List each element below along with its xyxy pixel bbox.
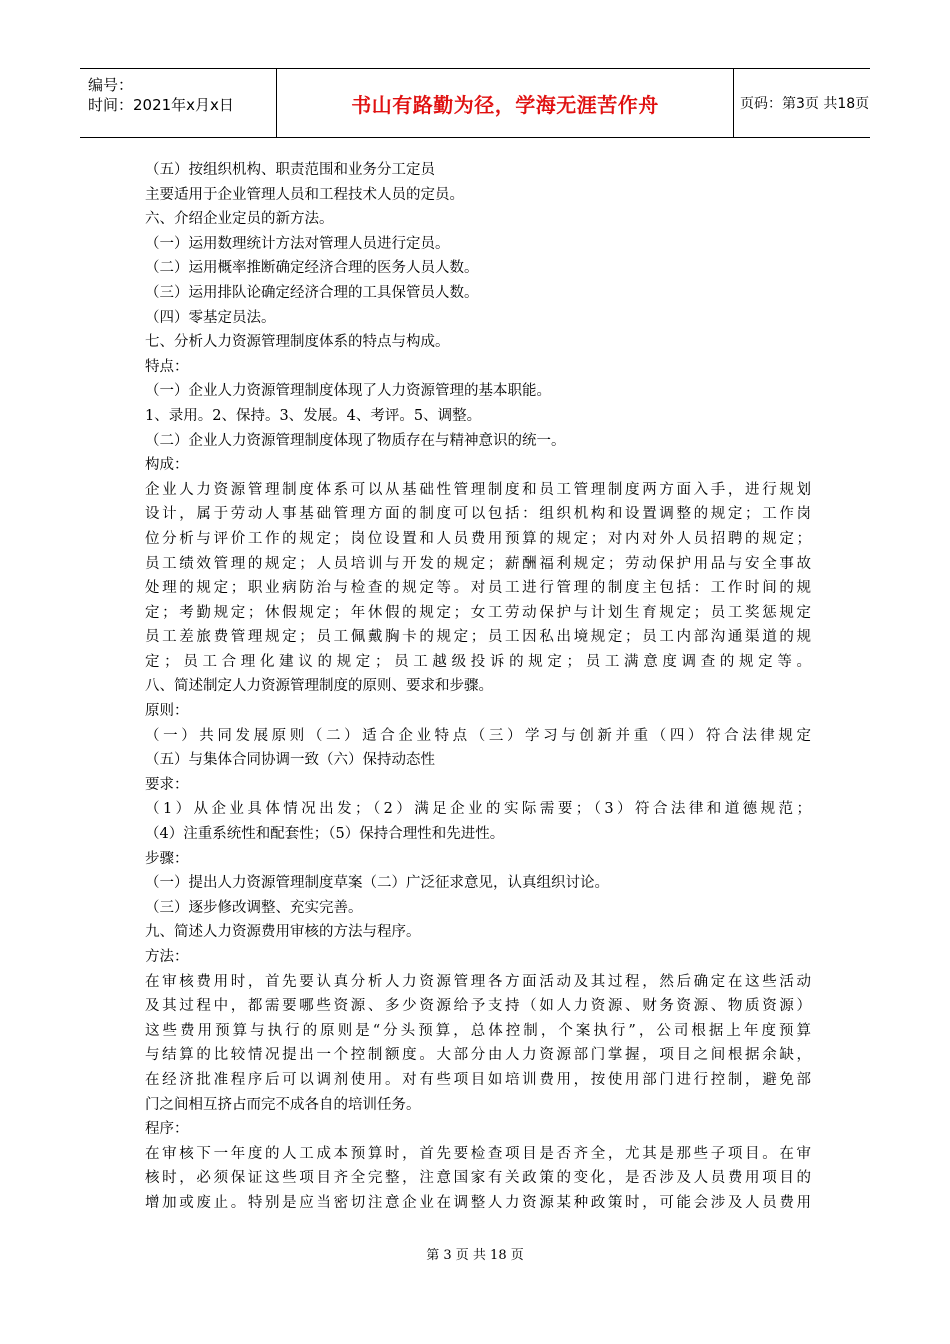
document-date-label: 时间：2021年x月x日 xyxy=(88,96,234,114)
text-line: 构成： xyxy=(145,457,189,474)
text-line: 位分析与评价工作的规定；岗位设置和人员费用预算的规定；对内对外人员招聘的规定； xyxy=(145,530,811,547)
text-line: 员工绩效管理的规定；人员培训与开发的规定；薪酬福利规定；劳动保护用品与安全事故 xyxy=(145,555,811,572)
text-line: 增加或废止。特别是应当密切注意企业在调整人力资源某种政策时，可能会涉及人员费用 xyxy=(145,1194,811,1211)
text-line: 原则： xyxy=(145,703,189,720)
text-line: 设计，属于劳动人事基础管理方面的制度可以包括：组织机构和设置调整的规定；工作岗 xyxy=(145,506,811,523)
text-line: （三）运用排队论确定经济合理的工具保管员人数。 xyxy=(145,284,479,301)
text-line: 主要适用于企业管理人员和工程技术人员的定员。 xyxy=(145,186,464,203)
header-page-info: 页码：第3页 共18页 xyxy=(740,96,870,112)
header-motto: 书山有路勤为径，学海无涯苦作舟 xyxy=(351,92,659,117)
text-line: 方法： xyxy=(145,949,189,965)
text-line: 定；考勤规定；休假规定；年休假的规定；女工劳动保护与计划生育规定；员工奖惩规定 xyxy=(145,604,811,621)
text-line: 特点： xyxy=(145,358,189,375)
text-line: 这些费用预算与执行的原则是“分头预算，总体控制，个案执行”，公司根据上年度预算 xyxy=(145,1022,811,1039)
text-line: 定；员工合理化建议的规定；员工越级投诉的规定；员工满意度调查的规定等。 xyxy=(145,653,811,670)
text-line: 与结算的比较情况提出一个控制额度。大部分由人力资源部门掌握，项目之间根据余缺， xyxy=(145,1047,811,1064)
text-line: （五）与集体合同协调一致（六）保持动态性 xyxy=(145,752,435,769)
text-line: 在经济批准程序后可以调剂使用。对有些项目如培训费用，按使用部门进行控制，避免部 xyxy=(145,1071,811,1088)
text-line: （四）零基定员法。 xyxy=(145,309,276,326)
text-line: 企业人力资源管理制度体系可以从基础性管理制度和员工管理制度两方面入手，进行规划 xyxy=(145,481,811,498)
text-line: （1）从企业具体情况出发；（2）满足企业的实际需要；（3）符合法律和道德规范； xyxy=(145,801,811,818)
text-line: 六、介绍企业定员的新方法。 xyxy=(145,211,334,228)
text-line: （一）共同发展原则（二）适合企业特点（三）学习与创新并重（四）符合法律规定 xyxy=(145,727,811,744)
header-page-cell xyxy=(734,69,876,137)
text-line: 处理的规定；职业病防治与检查的规定等。对员工进行管理的制度主包括：工作时间的规 xyxy=(145,580,811,597)
text-line: （一）运用数理统计方法对管理人员进行定员。 xyxy=(145,235,450,252)
document-number-label: 编号： xyxy=(88,76,134,94)
page-header xyxy=(80,68,870,138)
text-line: 在审核费用时，首先要认真分析人力资源管理各方面活动及其过程，然后确定在这些活动 xyxy=(145,973,811,990)
text-line: 九、简述人力资源费用审核的方法与程序。 xyxy=(145,924,421,941)
document-body xyxy=(145,158,811,1216)
text-line: 步骤： xyxy=(145,850,189,867)
text-line: （二）企业人力资源管理制度体现了物质存在与精神意识的统一。 xyxy=(145,432,566,449)
text-line: 及其过程中，都需要哪些资源、多少资源给予支持（如人力资源、财务资源、物质资源） xyxy=(145,998,811,1015)
text-line: （三）逐步修改调整、充实完善。 xyxy=(145,899,363,916)
page-footer: 第 3 页 共 18 页 xyxy=(426,1248,524,1263)
text-line: 门之间相互挤占而完不成各自的培训任务。 xyxy=(145,1096,421,1113)
text-line: （五）按组织机构、职责范围和业务分工定员 xyxy=(145,162,435,178)
text-line: 要求： xyxy=(145,776,189,793)
text-line: 八、简述制定人力资源管理制度的原则、要求和步骤。 xyxy=(145,678,493,695)
text-line: 程序： xyxy=(145,1121,189,1138)
text-line: 核时，必须保证这些项目齐全完整，注意国家有关政策的变化，是否涉及人员费用项目的 xyxy=(145,1170,811,1187)
text-line: （二）运用概率推断确定经济合理的医务人员人数。 xyxy=(145,260,479,277)
text-line: 七、分析人力资源管理制度体系的特点与构成。 xyxy=(145,334,450,351)
text-line: 1、录用。2、保持。3、发展。4、考评。5、调整。 xyxy=(145,407,482,424)
text-line: （一）企业人力资源管理制度体现了人力资源管理的基本职能。 xyxy=(145,383,551,400)
text-line: 员工差旅费管理规定；员工佩戴胸卡的规定；员工因私出境规定；员工内部沟通渠道的规 xyxy=(145,629,811,646)
header-meta-cell xyxy=(80,69,277,137)
header-motto-cell xyxy=(277,69,734,137)
text-line: 在审核下一年度的人工成本预算时，首先要检查项目是否齐全，尤其是那些子项目。在审 xyxy=(145,1145,811,1162)
text-line: （一）提出人力资源管理制度草案（二）广泛征求意见，认真组织讨论。 xyxy=(145,875,609,892)
text-line: （4）注重系统性和配套性；（5）保持合理性和先进性。 xyxy=(145,826,505,843)
